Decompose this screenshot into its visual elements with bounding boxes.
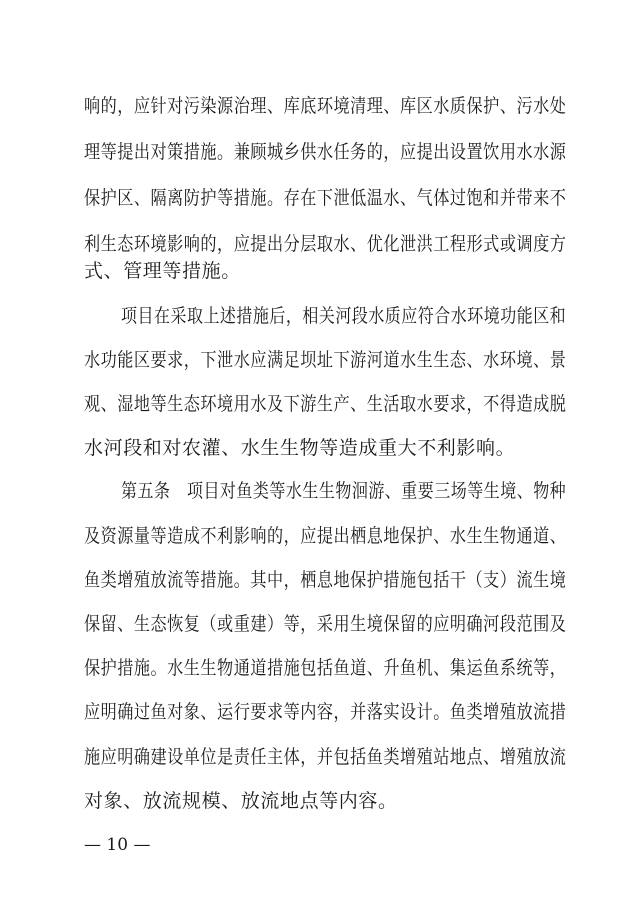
- text-line: 水功能区要求，下泄水应满足坝址下游河道水生生态、水环境、景: [84, 349, 567, 371]
- text-line: 观、湿地等生态环境用水及下游生产、生活取水要求，不得造成脱: [84, 393, 567, 415]
- text-line: 水河段和对农灌、水生生物等造成重大不利影响。: [84, 437, 516, 459]
- text-line: 及资源量等造成不利影响的，应提出栖息地保护、水生生物通道、: [84, 525, 567, 547]
- page-number: — 10 —: [84, 835, 151, 855]
- text-line: 保护措施。水生生物通道措施包括鱼道、升鱼机、集运鱼系统等，: [84, 657, 567, 679]
- text-line: 第五条 项目对鱼类等水生生物洄游、重要三场等生境、物种: [121, 480, 567, 502]
- text-line: 鱼类增殖放流等措施。其中，栖息地保护措施包括干（支）流生境: [84, 569, 567, 591]
- text-line: 对象、放流规模、放流地点等内容。: [84, 790, 398, 812]
- text-line: 施应明确建设单位是责任主体，并包括鱼类增殖站地点、增殖放流: [84, 746, 567, 768]
- text-line: 应明确过鱼对象、运行要求等内容，并落实设计。鱼类增殖放流措: [84, 701, 567, 723]
- text-line: 理等提出对策措施。兼顾城乡供水任务的，应提出设置饮用水水源: [84, 141, 567, 163]
- text-line: 利生态环境影响的，应提出分层取水、优化泄洪工程形式或调度方: [84, 233, 567, 255]
- text-line: 保留、生态恢复（或重建）等，采用生境保留的应明确河段范围及: [84, 613, 567, 635]
- text-line: 式、管理等措施。: [84, 260, 241, 282]
- text-line: 保护区、隔离防护等措施。存在下泄低温水、气体过饱和并带来不: [84, 187, 567, 209]
- text-line: 项目在采取上述措施后，相关河段水质应符合水环境功能区和: [121, 305, 567, 327]
- text-line: 响的，应针对污染源治理、库底环境清理、库区水质保护、污水处: [84, 95, 567, 117]
